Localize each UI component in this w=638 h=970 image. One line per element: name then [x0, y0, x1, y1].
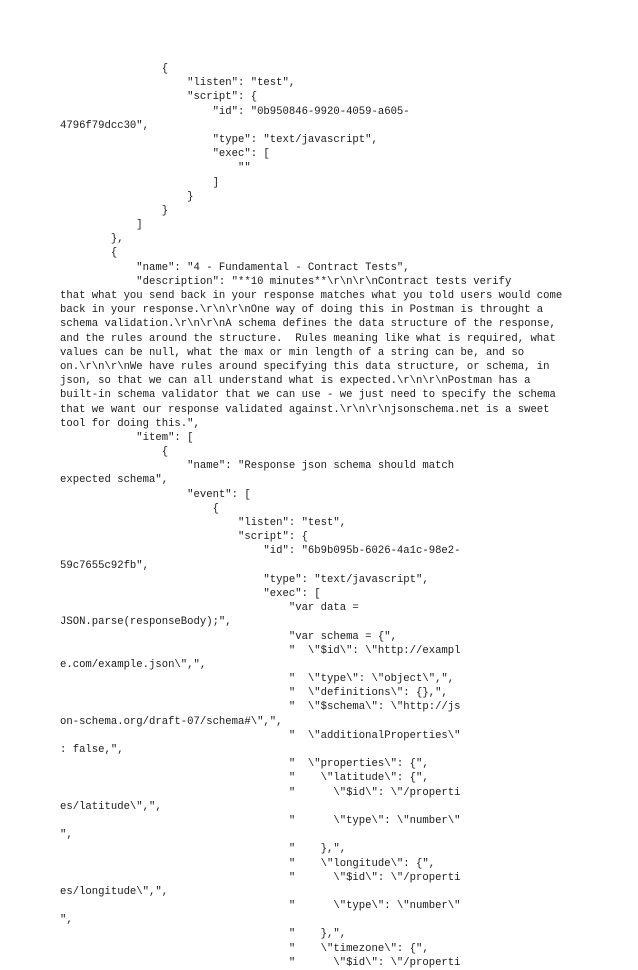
code-line: "var schema = {", — [60, 630, 397, 643]
code-line: 59c7655c92fb", — [60, 559, 150, 572]
code-line: ", — [60, 914, 73, 927]
code-line: and the rules around the structure. Rules meaning like what is required, what — [60, 332, 556, 345]
code-line: tool for doing this.", — [60, 417, 200, 430]
code-line: "id": "0b950846-9920-4059-a605- — [60, 105, 410, 118]
code-line: es/latitude\",", — [60, 800, 162, 813]
code-line: " \"type\": \"object\",", — [60, 673, 455, 686]
code-line: "event": [ — [60, 488, 251, 501]
code-line: e.com/example.json\",", — [60, 658, 207, 671]
code-line: "exec": [ — [60, 587, 321, 600]
code-line: 4796f79dcc30", — [60, 119, 150, 132]
code-line: } — [60, 204, 169, 217]
code-line: " \"timezone\": {", — [60, 942, 429, 955]
code-line: on-schema.org/draft-07/schema#\",", — [60, 715, 283, 728]
code-line: }, — [60, 233, 124, 246]
code-line: expected schema", — [60, 474, 169, 487]
code-line: schema validation.\r\n\r\nA schema defines the data structure of the response, — [60, 318, 556, 331]
code-line: "name": "Response json schema should match — [60, 460, 455, 473]
code-line: "script": { — [60, 531, 308, 544]
code-line: " \"$id\": \"http://exampl — [60, 644, 461, 657]
code-line: " \"type\": \"number\" — [60, 900, 461, 913]
code-line: ", — [60, 829, 73, 842]
code-line: "description": "**10 minutes**\r\n\r\nContract tests verify — [60, 275, 512, 288]
code-line: { — [60, 63, 169, 75]
code-line: " \"$id\": \"/properti — [60, 956, 461, 969]
code-line: that we want our response validated against.\r\n\r\njsonschema.net is a sweet — [60, 403, 550, 416]
code-line: ] — [60, 176, 219, 189]
code-line: JSON.parse(responseBody);", — [60, 616, 232, 629]
code-line: "listen": "test", — [60, 517, 347, 529]
code-line: " \"definitions\": {},", — [60, 687, 448, 700]
code-line: that what you send back in your response matches what you told users would come — [60, 290, 563, 302]
code-line: " \"longitude\": {", — [60, 857, 436, 870]
code-line: " \"properties\": {", — [60, 758, 429, 771]
code-line: "" — [60, 162, 251, 175]
code-line: { — [60, 446, 169, 459]
code-line: " \"latitude\": {", — [60, 772, 429, 785]
code-line: "type": "text/javascript", — [60, 133, 378, 146]
code-line: es/longitude\",", — [60, 885, 169, 898]
code-line: "item": [ — [60, 431, 194, 444]
code-line: ] — [60, 219, 143, 232]
code-line: " \"type\": \"number\" — [60, 814, 461, 827]
code-line: " \"$schema\": \"http://js — [60, 701, 461, 714]
code-line: "type": "text/javascript", — [60, 573, 429, 586]
code-line: } — [60, 190, 194, 203]
code-line: "id": "6b9b095b-6026-4a1c-98e2- — [60, 545, 461, 558]
code-line: json, so that we can all understand what is expected.\r\n\r\nPostman has a — [60, 375, 531, 388]
code-line: { — [60, 247, 118, 260]
code-line: " },", — [60, 843, 347, 856]
code-line: "name": "4 - Fundamental - Contract Tests", — [60, 261, 410, 274]
json-code-listing — [60, 62, 620, 970]
code-line: " },", — [60, 928, 347, 941]
code-line: on.\r\n\r\nWe have rules around specifying this data structure, or schema, in — [60, 360, 550, 373]
code-line: "var data = — [60, 602, 359, 615]
code-line: { — [60, 502, 219, 515]
code-line: " \"$id\": \"/properti — [60, 871, 461, 884]
code-line: "listen": "test", — [60, 77, 296, 90]
code-line: " \"$id\": \"/properti — [60, 786, 461, 799]
code-line: built-in schema validator that we can use - we just need to specify the schema — [60, 389, 556, 402]
code-line: : false,", — [60, 744, 124, 756]
code-line: "exec": [ — [60, 148, 270, 161]
code-line: " \"additionalProperties\" — [60, 729, 461, 742]
code-line: "script": { — [60, 91, 258, 104]
code-line: back in your response.\r\n\r\nOne way of doing this in Postman is throught a — [60, 304, 544, 317]
code-line: values can be null, what the max or min length of a string can be, and so — [60, 346, 525, 359]
